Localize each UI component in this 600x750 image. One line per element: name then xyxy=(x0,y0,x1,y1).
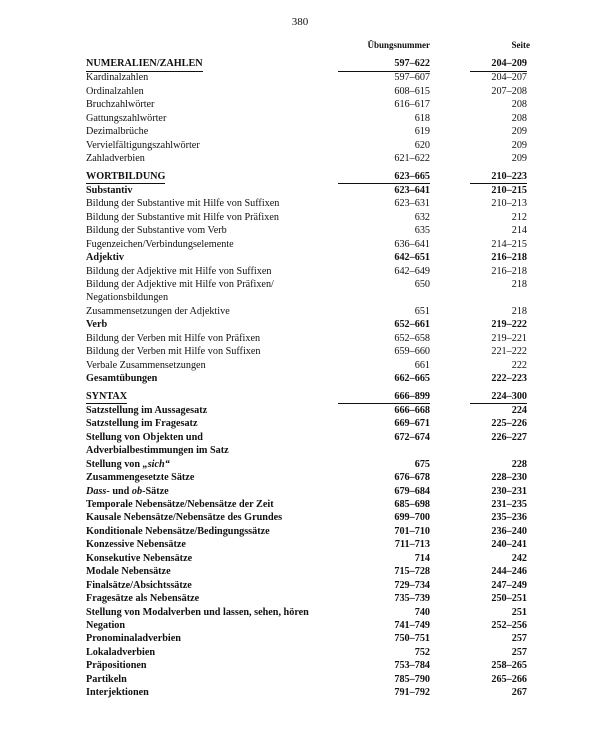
toc-entry-label: Bildung der Verben mit Hilfe von Suffixen xyxy=(86,346,261,358)
toc-page-number: 257 xyxy=(511,646,527,658)
toc-row xyxy=(0,211,600,224)
toc-exercise-number: 652–661 xyxy=(394,319,430,331)
toc-entry-label: Satzstellung im Aussagesatz xyxy=(86,404,208,416)
toc-exercise-number: 636–641 xyxy=(394,238,430,250)
toc-exercise-number: 666–668 xyxy=(394,404,430,416)
toc-row xyxy=(0,318,600,331)
toc-page-number: 212 xyxy=(511,211,527,223)
toc-exercise-number: 616–617 xyxy=(394,99,430,111)
toc-exercise-number: 785–790 xyxy=(394,673,430,685)
toc-page-number: 228–230 xyxy=(491,472,527,484)
toc-exercise-number: 735–739 xyxy=(394,593,430,605)
toc-page-number: 218 xyxy=(511,305,527,317)
toc-row xyxy=(0,686,600,699)
toc-row xyxy=(0,345,600,358)
toc-row xyxy=(0,197,600,210)
toc-exercise-number: 741–749 xyxy=(394,619,430,631)
toc-entry-label: Gesamtübungen xyxy=(86,373,158,385)
toc-entry-label: Bildung der Verben mit Hilfe von Präfixen xyxy=(86,332,261,344)
toc-row xyxy=(0,619,600,632)
toc-exercise-number: 623–631 xyxy=(394,198,430,210)
toc-exercise-number: 623–665 xyxy=(338,171,430,185)
toc-exercise-number: 608–615 xyxy=(394,85,430,97)
toc-entry-label: Zusammengesetzte Sätze xyxy=(86,472,195,484)
toc-page-number: 224–300 xyxy=(470,391,527,405)
toc-entry-label: Finalsätze/Absichtssätze xyxy=(86,579,192,591)
toc-row xyxy=(0,305,600,318)
toc-page-number: 218 xyxy=(511,279,527,290)
toc-entry-label: Verbale Zusammensetzungen xyxy=(86,359,206,371)
toc-page-number: 204–209 xyxy=(470,58,527,72)
toc-exercise-number: 753–784 xyxy=(394,660,430,672)
toc-entry-label: Zahladverbien xyxy=(86,153,145,165)
toc-row xyxy=(0,85,600,98)
toc-exercise-number: 597–622 xyxy=(338,58,430,72)
toc-page-number: 209 xyxy=(511,126,527,138)
toc-exercise-number: 623–641 xyxy=(394,184,430,196)
toc-exercise-number: 752 xyxy=(414,646,430,658)
toc-page-number: 244–246 xyxy=(491,566,527,578)
toc-row xyxy=(0,646,600,659)
toc-page-number: 210–215 xyxy=(491,184,527,196)
toc-page-number: 240–241 xyxy=(491,539,527,551)
toc-page-number: 216–218 xyxy=(491,252,527,264)
toc-exercise-number: 711–713 xyxy=(394,539,430,551)
toc-page-number: 219–221 xyxy=(491,332,527,344)
toc-page-number: 267 xyxy=(511,687,527,699)
toc-exercise-number: 685–698 xyxy=(394,499,430,510)
toc-page-number: 208 xyxy=(511,99,527,111)
toc-exercise-number: 619 xyxy=(414,126,430,138)
toc-exercise-number: 662–665 xyxy=(394,373,430,385)
toc-entry-label: Satzstellung im Fragesatz xyxy=(86,418,198,430)
toc-page-number: 236–240 xyxy=(491,525,527,537)
toc-page-number: 252–256 xyxy=(491,619,527,631)
column-header-row xyxy=(0,40,600,54)
toc-page-number: 228 xyxy=(511,458,527,470)
toc-exercise-number: 675 xyxy=(414,458,430,470)
toc-page-number: 216–218 xyxy=(491,265,527,277)
toc-exercise-number: 642–649 xyxy=(394,265,430,277)
toc-entry-label: Präpositionen xyxy=(86,660,147,672)
toc-entry-label: Stellung von „sich“ xyxy=(86,458,170,470)
toc-exercise-number: 714 xyxy=(414,552,430,564)
toc-page-number: 251 xyxy=(511,606,527,618)
toc-entry-label: Modale Nebensätze xyxy=(86,566,171,578)
toc-page-number: 222–223 xyxy=(491,373,527,385)
toc-exercise-number: 651 xyxy=(414,305,430,317)
toc-row xyxy=(0,278,600,291)
toc-row xyxy=(0,673,600,686)
toc-entry-label: Fragesätze als Nebensätze xyxy=(86,593,200,605)
toc-row xyxy=(0,471,600,484)
toc-row xyxy=(0,659,600,672)
toc-entry-label: Pronominaladverbien xyxy=(86,633,181,645)
toc-entry-label: Lokaladverbien xyxy=(86,646,156,658)
toc-exercise-number: 621–622 xyxy=(394,153,430,165)
toc-page-number: 221–222 xyxy=(491,346,527,358)
toc-entry-label: Vervielfältigungszahlwörter xyxy=(86,139,200,151)
toc-row xyxy=(0,404,600,417)
toc-row xyxy=(0,417,600,430)
toc-exercise-number: 676–678 xyxy=(394,472,430,484)
toc-row xyxy=(0,184,600,197)
toc-row xyxy=(0,525,600,538)
toc-entry-label: Konsekutive Nebensätze xyxy=(86,552,193,564)
toc-exercise-number: 632 xyxy=(414,211,430,223)
toc-exercise-number: 750–751 xyxy=(394,633,430,645)
toc-entry-label: Dass- und ob-Sätze xyxy=(86,485,169,497)
toc-row xyxy=(0,592,600,605)
toc-row xyxy=(0,152,600,165)
toc-exercise-number: 679–684 xyxy=(394,485,430,497)
toc-page-number: 230–231 xyxy=(491,485,527,497)
toc-page-number: 208 xyxy=(511,112,527,124)
toc-page-number: 235–236 xyxy=(491,512,527,524)
toc-page-number: 214 xyxy=(511,225,527,237)
toc-entry-label: Ordinalzahlen xyxy=(86,85,144,97)
toc-exercise-number: 635 xyxy=(414,225,430,237)
toc-entry-label: Bruchzahlwörter xyxy=(86,99,155,111)
page-header: Seite xyxy=(511,40,530,50)
toc-row xyxy=(0,238,600,251)
toc-page-number: 204–207 xyxy=(491,72,527,84)
toc-page-number: 258–265 xyxy=(491,660,527,672)
toc-page-number: 222 xyxy=(511,359,527,371)
toc-section-row xyxy=(0,391,600,404)
toc-row xyxy=(0,332,600,345)
toc-row xyxy=(0,71,600,84)
toc-page-number: 209 xyxy=(511,139,527,151)
toc-entry-label: Verb xyxy=(86,319,108,331)
toc-exercise-number: 597–607 xyxy=(394,72,430,84)
toc-page-number: 265–266 xyxy=(491,673,527,685)
toc-page-number: 210–213 xyxy=(491,198,527,210)
toc-entry-label: Fugenzeichen/Verbindungselemente xyxy=(86,238,234,250)
toc-row xyxy=(0,251,600,264)
toc-row xyxy=(0,125,600,138)
toc-exercise-number: 715–728 xyxy=(394,566,430,578)
toc-page-number: 209 xyxy=(511,153,527,165)
toc-entry-label: Negation xyxy=(86,619,126,631)
toc-exercise-number: 620 xyxy=(414,139,430,151)
toc-exercise-number: 659–660 xyxy=(394,346,430,358)
toc-row xyxy=(0,265,600,278)
toc-entry-label: Bildung der Adjektive mit Hilfe von Suffixen xyxy=(86,265,272,277)
toc-row xyxy=(0,485,600,498)
toc-entry-label: Zusammensetzungen der Adjektive xyxy=(86,305,230,317)
toc-entry-label: Bildung der Substantive vom Verb xyxy=(86,225,227,237)
toc-exercise-number: 672–674 xyxy=(394,431,430,443)
toc-page-number: 242 xyxy=(511,552,527,564)
toc-row xyxy=(0,606,600,619)
toc-entry-label: Bildung der Substantive mit Hilfe von Suffixen xyxy=(86,198,280,210)
toc-exercise-number: 729–734 xyxy=(394,579,430,591)
toc-exercise-number: 669–671 xyxy=(394,418,430,430)
toc-row xyxy=(0,565,600,578)
toc-exercise-number: 618 xyxy=(414,112,430,124)
toc-row xyxy=(0,359,600,372)
toc-exercise-number: 650 xyxy=(414,279,430,290)
toc-entry-label: Bildung der Substantive mit Hilfe von Präfixen xyxy=(86,211,279,223)
toc-row xyxy=(0,224,600,237)
toc-row xyxy=(0,112,600,125)
toc-exercise-number: 642–651 xyxy=(394,252,430,264)
toc-page-number: 224 xyxy=(511,404,527,416)
toc-row xyxy=(0,139,600,152)
toc-entry-label: NUMERALIEN/ZAHLEN xyxy=(86,58,203,72)
toc-entry-label: Stellung von Modalverben und lassen, sehen, hören xyxy=(86,606,309,618)
toc-entry-label: Kardinalzahlen xyxy=(86,72,149,84)
toc-page-number: 231–235 xyxy=(491,499,527,510)
toc-page-number: 247–249 xyxy=(491,579,527,591)
toc-entry-label: Adjektiv xyxy=(86,252,124,264)
toc-entry-label: Kausale Nebensätze/Nebensätze des Grundes xyxy=(86,512,283,524)
toc-page-number: 257 xyxy=(511,633,527,645)
page-number: 380 xyxy=(291,16,309,28)
toc-row xyxy=(0,431,600,444)
toc-entry-label: Konzessive Nebensätze xyxy=(86,539,186,551)
table-of-contents xyxy=(0,58,600,700)
toc-page-number: 225–226 xyxy=(491,418,527,430)
toc-page-number: 214–215 xyxy=(491,238,527,250)
toc-row xyxy=(0,632,600,645)
toc-page-number: 250–251 xyxy=(491,593,527,605)
toc-row xyxy=(0,98,600,111)
toc-entry-label: Substantiv xyxy=(86,184,133,196)
toc-exercise-number: 652–658 xyxy=(394,332,430,344)
toc-entry-label: Negationsbildungen xyxy=(86,292,169,304)
toc-row xyxy=(0,498,600,511)
toc-row xyxy=(0,444,600,457)
toc-page-number: 210–223 xyxy=(470,171,527,185)
toc-row xyxy=(0,458,600,471)
exercise-number-header: Übungsnummer xyxy=(367,40,430,50)
toc-entry-label: Partikeln xyxy=(86,673,127,685)
toc-entry-label: WORTBILDUNG xyxy=(86,171,165,185)
toc-exercise-number: 666–899 xyxy=(338,391,430,405)
toc-row xyxy=(0,511,600,524)
toc-entry-label: Interjektionen xyxy=(86,687,149,699)
toc-page-number: 207–208 xyxy=(491,85,527,97)
toc-entry-label: SYNTAX xyxy=(86,391,127,405)
toc-exercise-number: 699–700 xyxy=(394,512,430,524)
toc-row xyxy=(0,372,600,385)
toc-row xyxy=(0,579,600,592)
toc-section-row xyxy=(0,58,600,71)
toc-page-number: 226–227 xyxy=(491,431,527,443)
toc-entry-label: Bildung der Adjektive mit Hilfe von Präfixen/ xyxy=(86,279,274,290)
toc-row xyxy=(0,291,600,304)
toc-page-number: 219–222 xyxy=(491,319,527,331)
toc-entry-label: Adverbialbestimmungen im Satz xyxy=(86,445,229,457)
toc-entry-label: Konditionale Nebensätze/Bedingungssätze xyxy=(86,525,270,537)
toc-exercise-number: 740 xyxy=(414,606,430,618)
toc-row xyxy=(0,552,600,565)
toc-exercise-number: 791–792 xyxy=(394,687,430,699)
toc-entry-label: Dezimalbrüche xyxy=(86,126,149,138)
toc-row xyxy=(0,538,600,551)
toc-entry-label: Stellung von Objekten und xyxy=(86,431,203,443)
toc-entry-label: Temporale Nebensätze/Nebensätze der Zeit xyxy=(86,499,274,510)
toc-entry-label: Gattungszahlwörter xyxy=(86,112,167,124)
toc-section-row xyxy=(0,171,600,184)
toc-exercise-number: 701–710 xyxy=(394,525,430,537)
toc-exercise-number: 661 xyxy=(414,359,430,371)
